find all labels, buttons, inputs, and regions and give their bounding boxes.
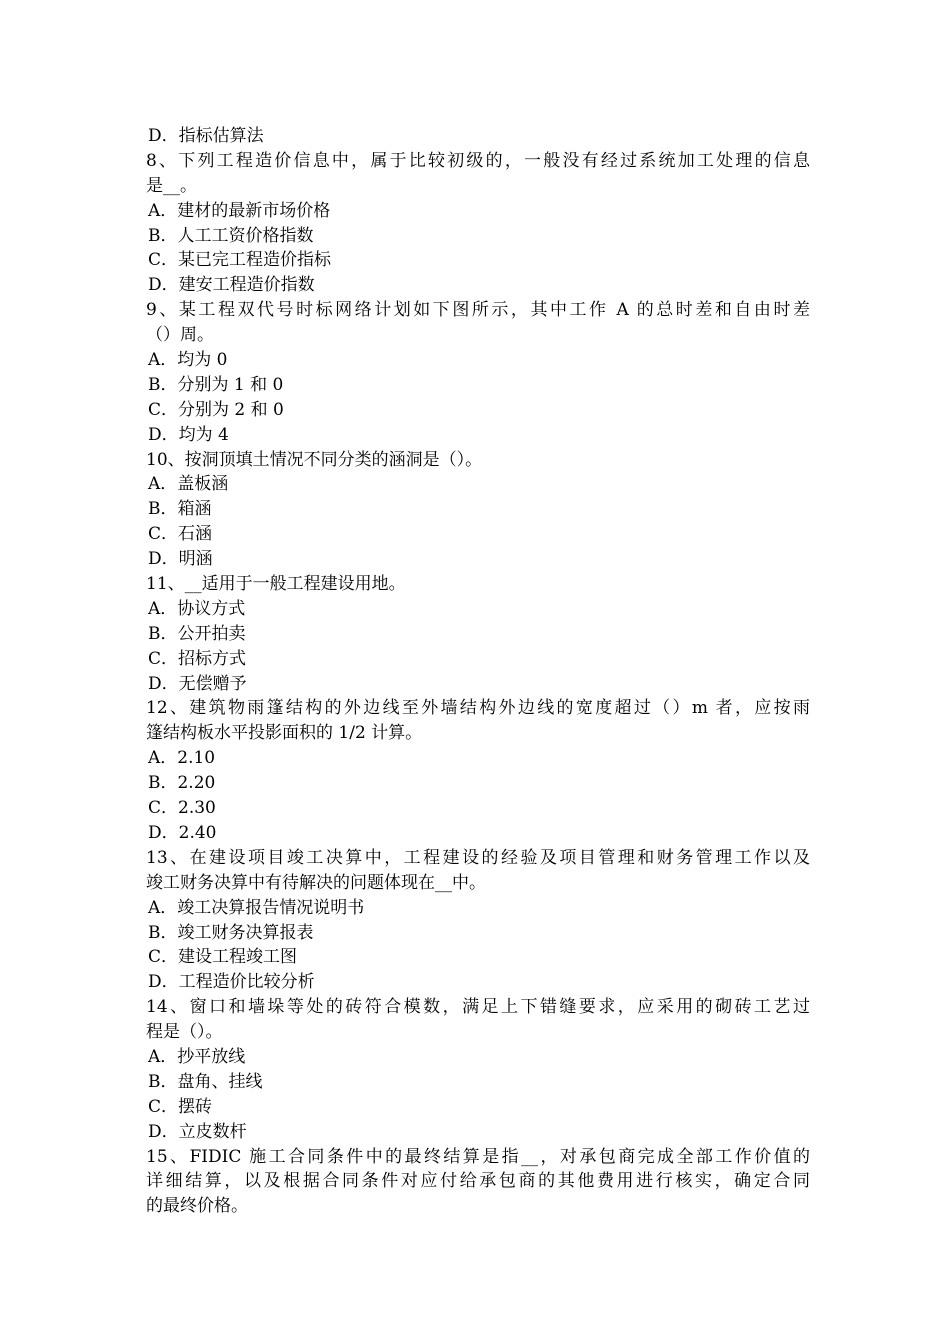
answer-option: A．协议方式 [148,598,246,619]
question-list [146,124,810,1219]
question-text: 程是（）。 [146,1022,223,1043]
answer-option: A．2.10 [148,748,216,769]
question-text: 11、__适用于一般工程建设用地。 [146,574,406,595]
answer-option: C．招标方式 [148,648,247,669]
question-text: （）周。 [146,325,214,346]
answer-option: B．盘角、挂线 [148,1071,263,1092]
answer-option: D．2.40 [148,822,217,843]
answer-option: D．无偿赠予 [148,673,247,694]
answer-option: A．竣工决算报告情况说明书 [148,897,365,918]
answer-option: D．立皮数杆 [148,1121,247,1142]
answer-option: A．建材的最新市场价格 [148,200,331,221]
question-text: 的最终价格。 [146,1196,248,1217]
answer-option: D．均为 4 [148,424,229,445]
answer-option: D．明涵 [148,549,213,570]
answer-option: C．石涵 [148,524,213,545]
answer-option: B．公开拍卖 [148,623,246,644]
answer-option: A．均为 0 [148,350,228,371]
question-text: 14、窗口和墙垛等处的砖符合模数，满足上下错缝要求，应采用的砌砖工艺过 [146,997,810,1018]
question-text: 15、FIDIC 施工合同条件中的最终结算是指__，对承包商完成全部工作价值的 [146,1146,810,1167]
answer-option: C．某已完工程造价指标 [148,250,332,271]
question-text: 9、某工程双代号时标网络计划如下图所示，其中工作 A 的总时差和自由时差 [146,300,810,321]
answer-option: A．抄平放线 [148,1046,246,1067]
answer-option: C．2.30 [148,798,216,819]
answer-option: D．工程造价比较分析 [148,972,315,993]
answer-option: B．2.20 [148,773,216,794]
question-text: 竣工财务决算中有待解决的问题体现在__中。 [146,872,486,893]
question-text: 10、按洞顶填土情况不同分类的涵洞是（）。 [146,449,483,470]
answer-option: B．人工工资价格指数 [148,225,314,246]
answer-option: A．盖板涵 [148,474,229,495]
question-text: 13、在建设项目竣工决算中，工程建设的经验及项目管理和财务管理工作以及 [146,847,810,868]
question-text: 是__。 [146,175,197,196]
answer-option: B．竣工财务决算报表 [148,922,314,943]
answer-option: B．箱涵 [148,499,212,520]
question-text: 详细结算，以及根据合同条件对应付给承包商的其他费用进行核实，确定合同 [146,1171,810,1192]
answer-option: C．分别为 2 和 0 [148,399,284,420]
question-text: 8、下列工程造价信息中，属于比较初级的，一般没有经过系统加工处理的信息 [146,150,810,171]
answer-option: C．建设工程竣工图 [148,947,298,968]
answer-option: C．摆砖 [148,1096,213,1117]
question-text: 12、建筑物雨篷结构的外边线至外墙结构外边线的宽度超过（）m 者，应按雨 [146,698,810,719]
answer-option: D．指标估算法 [148,126,264,146]
answer-option: B．分别为 1 和 0 [148,374,284,395]
answer-option: D．建安工程造价指数 [148,275,315,296]
question-text: 篷结构板水平投影面积的 1/2 计算。 [146,723,423,744]
